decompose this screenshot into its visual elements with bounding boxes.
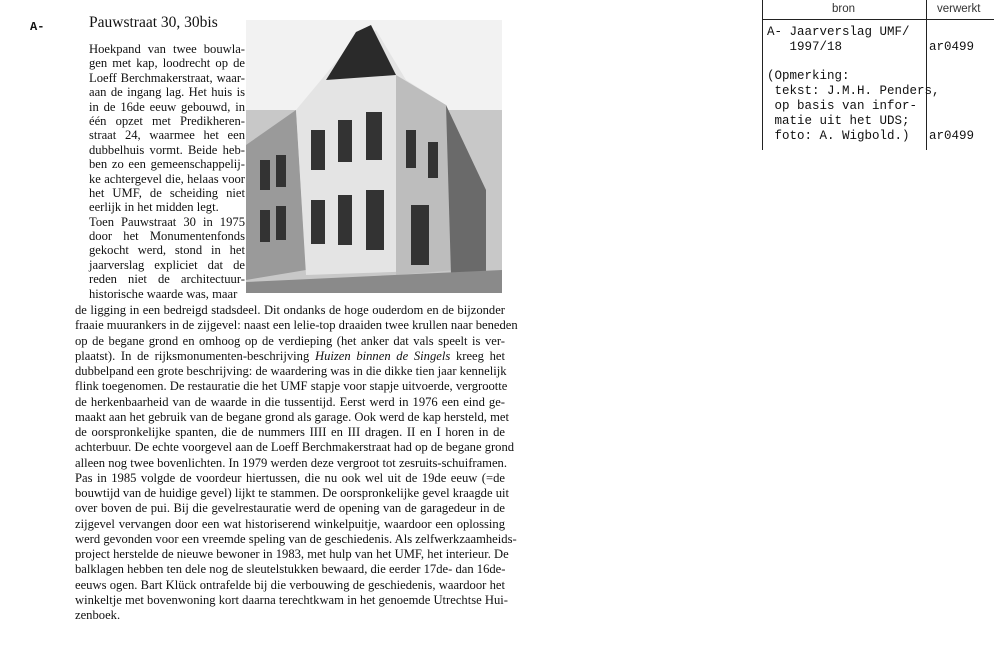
text-line: zijgevel vervangen door een wat historiserend winkelpuitje, waardoor een oplossing [75, 516, 505, 531]
text-line: de herkenbaarheid van de waarde in die tussentijd. Eerst werd in 1976 een eind ge- [75, 394, 505, 409]
text-line: project herstelde de nieuwe bewoner in 1983, met hulp van het UMF, het interieur. De [75, 547, 509, 561]
text-line: Pas in 1985 volgde de voordeur hiertussen, die nu ook wel uit de 19de eeuw (=de [75, 470, 505, 485]
narrow-text-column [89, 42, 245, 301]
text-line: eeuws ogen. Bart Klück ontrafelde bij die verbouwing de geschiedenis, waardoor het [75, 577, 505, 592]
text-line: straat 24, waarmee het een [89, 128, 245, 143]
text-line: ke achtergevel die, helaas voor [89, 171, 245, 186]
source-marker: A- [30, 20, 45, 34]
verwerkt-cell: ar0499 [929, 40, 975, 54]
text-line: eerlijk in het midden legt. [89, 200, 219, 215]
text-line: gen met kap, loodrecht op de [89, 56, 245, 71]
bron-cell: (Opmerking: tekst: J.M.H. Penders, op basis van infor- matie uit het UDS; foto: A. Wigbold.) [767, 69, 940, 143]
text-line: op de begane grond en omhoog op de verdieping (het anker dat vals speelt is ver- [75, 333, 505, 348]
text-line: Toen Pauwstraat 30 in 1975 [89, 214, 245, 229]
text-line: dubbelhuis vormt. Beide heb- [89, 142, 245, 157]
text-line: plaatst). In de rijksmonumenten-beschrijving Huizen binnen de Singels kreeg het [75, 348, 506, 363]
text-line: het UMF, de scheiding niet [89, 185, 245, 200]
wide-text-column [75, 303, 518, 623]
text-line: Loeff Berchmakerstraat, waar- [89, 70, 245, 85]
text-line: zenboek. [75, 608, 121, 622]
text-line: aan de ingang lag. Het huis is [89, 85, 245, 100]
source-table [762, 0, 994, 150]
text-line: Hoekpand van twee bouwla- [89, 42, 245, 56]
text-line: over boven de pui. Bij die gevelrestauratie werd de opening van de garagedeur in de [75, 501, 505, 516]
text-line: werd gevonden voor een vreemde speling van de geschiedenis. Als zelfwerkzaamheids- [75, 531, 517, 546]
text-line: balklagen hebben ten dele nog de sleutelstukken bewaard, die eerder 17de- dan 16de- [75, 562, 506, 577]
text-line: dubbelpand een grote beschrijving: de waardering was in die dikke tien jaar kennelijk [75, 364, 507, 378]
text-line: ben zo een gemeenschappelij- [89, 157, 245, 172]
text-line: alleen nog twee bovenlichten. In 1979 werden deze vergroot tot zesruits-schuiframen. [75, 455, 507, 470]
text-line: historische waarde was, maar [89, 286, 238, 301]
text-line: gekocht werd, stond in het [89, 243, 245, 258]
text-line: flink toegenomen. De restauratie die het UMF stapje voor stapje uitvoerde, vergrootte [75, 379, 508, 394]
header-bron: bron [832, 3, 856, 15]
verwerkt-cell: ar0499 [929, 129, 975, 143]
text-line: de oorspronkelijke spanten, die de nummers IIII en III dragen. II en I horen in de [75, 425, 505, 439]
page-title: Pauwstraat 30, 30bis [89, 14, 218, 31]
text-line: bouwtijd van de huidige gevel) lijkt te stammen. De oorspronkelijke gevel kraagde uit [75, 486, 510, 500]
text-line: door het Monumentenfonds [89, 229, 245, 244]
text-line: achterbuur. De echte voorgevel aan de Loeff Berchmakerstraat had op de begane grond [75, 440, 515, 455]
text-line: reden niet de architectuur- [89, 272, 245, 287]
text-line: jaarverslag expliciet dat de [89, 257, 245, 272]
text-line: de ligging in een bedreigd stadsdeel. Dit ondanks de hoge ouderdom en de bijzonder [75, 303, 505, 317]
building-photo [246, 20, 502, 293]
text-line: één opzet met Predikheren- [89, 113, 245, 128]
header-verwerkt: verwerkt [937, 3, 981, 15]
text-line: fraaie muurankers in de zijgevel: naast een lelie-top draaiden twee krullen naar beneden [75, 318, 518, 333]
text-line: winkeltje met bovenwoning kort daarna terechtkwam in het genoemde Utrechtse Hui- [75, 592, 508, 607]
text-line: in de 16de eeuw gebouwd, in [89, 99, 245, 114]
bron-cell: A- Jaarverslag UMF/ 1997/18 [767, 25, 910, 54]
text-line: maakt aan het gebruik van de begane grond als garage. Ook werd de kap hersteld, met [75, 409, 509, 424]
